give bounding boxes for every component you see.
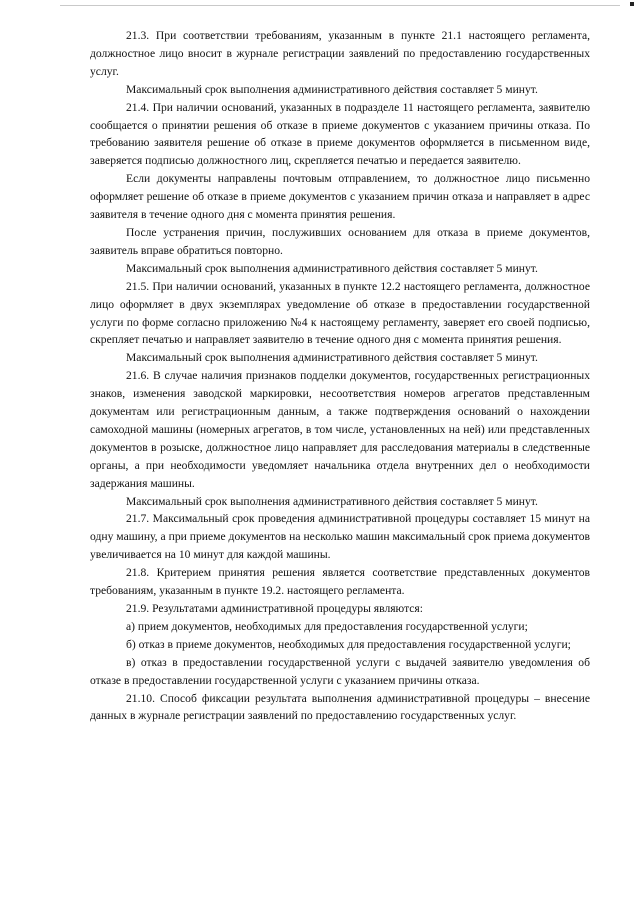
document-body (90, 27, 590, 725)
paragraph-21-3: 21.3. При соответствии требованиям, указанным в пункте 21.1 настоящего регламента, должностное лицо вносит в журнале регистрации заявлений по предоставлению государственных услуг. (90, 29, 590, 78)
paragraph-after-removal: После устранения причин, послуживших основанием для отказа в приеме документов, заявитель вправе обратиться повторно. (90, 225, 590, 257)
paragraph-21-7: 21.7. Максимальный срок проведения административной процедуры составляет 15 минут на одну машину, а при приеме документов на несколько машин максимальный срок приема документов увеличивается на 10 минут для каждой машины. (90, 512, 590, 562)
paragraph-21-8: 21.8. Критерием принятия решения является соответствие представленных документов требованиям, указанным в пункте 19.2. настоящего регламента. (90, 566, 590, 598)
paragraph-max-time: Максимальный срок выполнения административного действия составляет 5 минут. (126, 261, 538, 275)
paragraph-21-5: 21.5. При наличии оснований, указанных в пункте 12.2 настоящего регламента, должностное лицо оформляет в двух экземплярах уведомление об отказе в предоставлении государственной услуги по форме согласно приложению №4 к настоящему регламенту, заверяет его своей подписью, скрепляет печатью и направляет заявителю в течение одного дня с момента принятия решения. (90, 279, 590, 347)
paragraph-21-9: 21.9. Результатами административной процедуры являются: (126, 602, 423, 615)
paragraph-21-10: 21.10. Способ фиксации результата выполнения административной процедуры – внесение данных в журнале регистрации заявлений по предоставлению государственных услуг. (90, 691, 590, 723)
paragraph-max-time: Максимальный срок выполнения административного действия составляет 5 минут. (126, 351, 538, 365)
paragraph-max-time: Максимальный срок выполнения административного действия составляет 5 минут. (126, 494, 538, 508)
paragraph-max-time: Максимальный срок выполнения административного действия составляет 5 минут. (126, 82, 538, 96)
list-item-c: в) отказ в предоставлении государственной услуги с выдачей заявителю уведомления об отказе в предоставлении государственной услуги с указанием причины отказа. (90, 655, 590, 687)
list-item-a: а) прием документов, необходимых для предоставления государственной услуги; (126, 619, 528, 633)
paragraph-21-6: 21.6. В случае наличия признаков подделки документов, государственных регистрационных знаков, изменения заводской маркировки, несоответствия номеров агрегатов представленным документам или регистрационным данным, а также подтверждения оснований о нахождении самоходной машины (номерных агрегатов, в том числе, установленных на ней) или представленных документов в розыске, должностное лицо направляет для расследования материалы в следственные органы, а при необходимости уведомляет начальника отдела внутренних дел о необходимости задержания машины. (90, 369, 590, 490)
paragraph-21-4: 21.4. При наличии оснований, указанных в подразделе 11 настоящего регламента, заявителю сообщается о принятии решения об отказе в приеме документов с указанием причины отказа. По требованию заявителя решение об отказе в приеме документов оформляется в письменном виде, заверяется подписью должностного лиц, скрепляется печатью и передается заявителю. (90, 100, 590, 168)
scan-corner-mark (630, 2, 634, 6)
paragraph-postal: Если документы направлены почтовым отправлением, то должностное лицо письменно оформляет решение об отказе в приеме документов с указанием причин отказа и направляет в адрес заявителя в течение одного дня с момента принятия решения. (90, 172, 590, 222)
scan-top-edge (60, 5, 620, 6)
list-item-b: б) отказ в приеме документов, необходимых для предоставления государственной услуги; (126, 637, 571, 651)
